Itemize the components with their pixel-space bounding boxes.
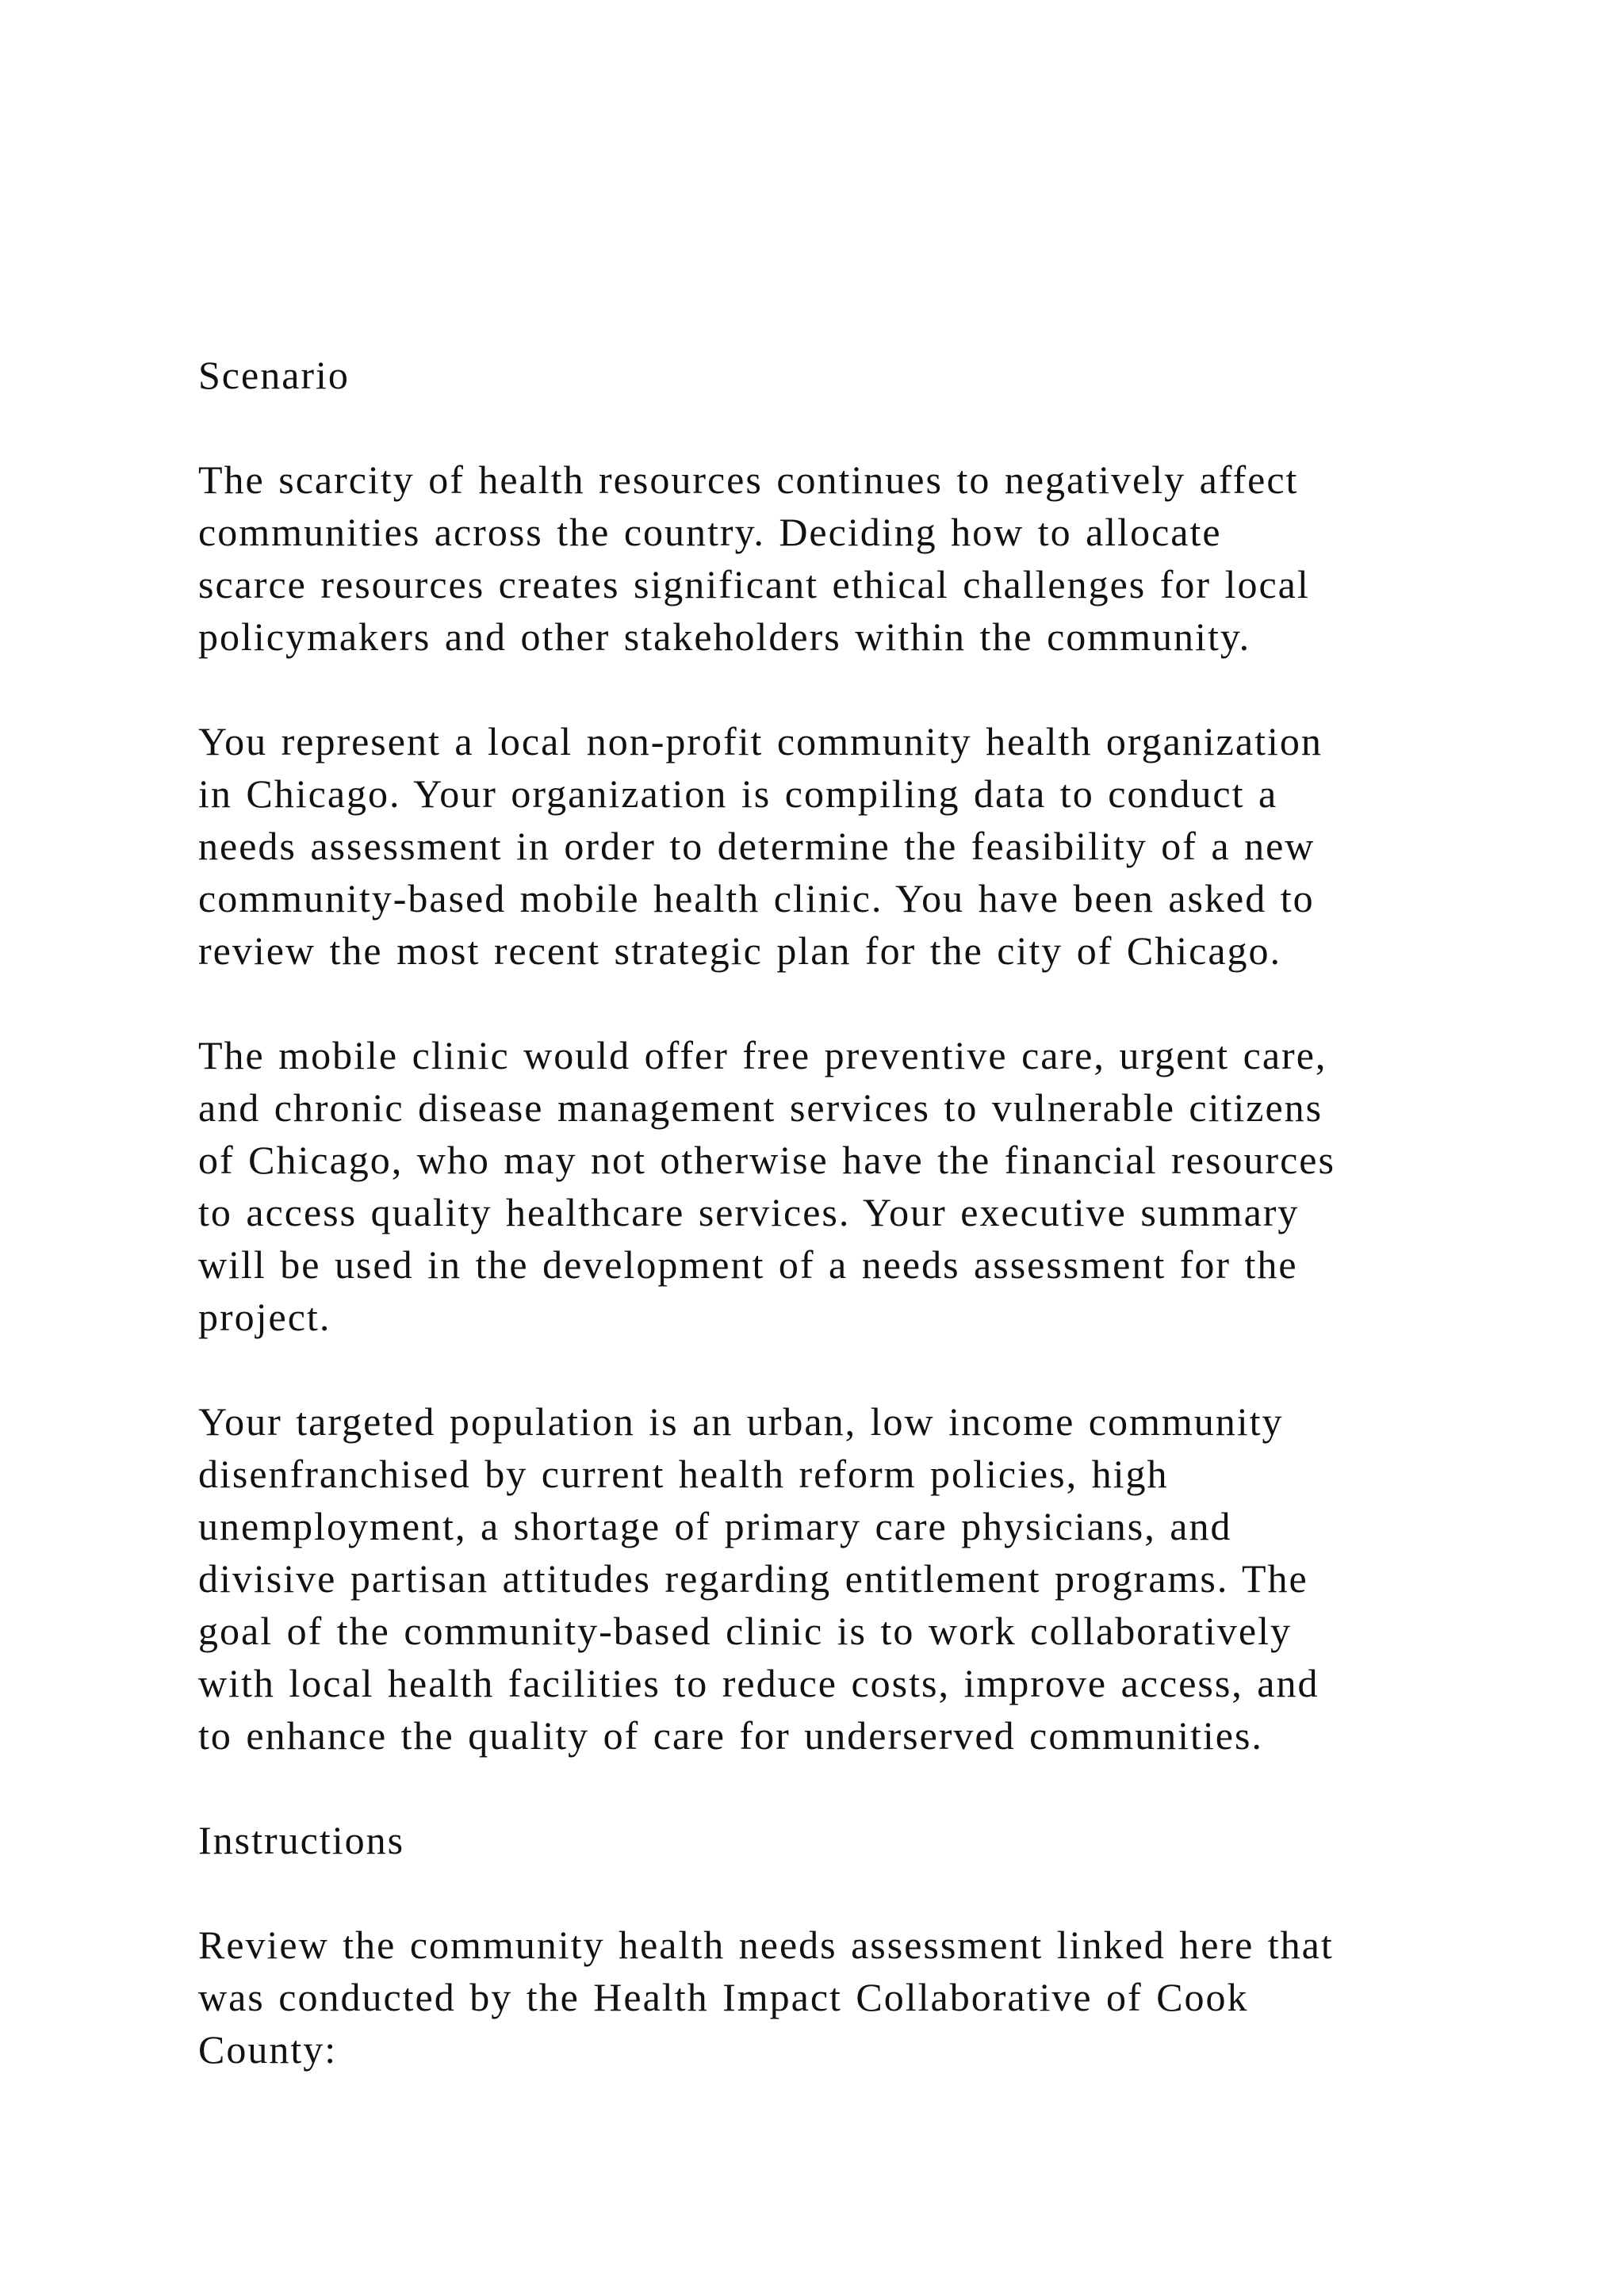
heading-text: Scenario [198,353,350,397]
text-line: The mobile clinic would offer free preventive care, urgent care, [198,1033,1327,1077]
text-line: to enhance the quality of care for underserved communities. [198,1713,1263,1758]
text-line: will be used in the development of a needs assessment for the [198,1242,1298,1287]
paragraph-target-population [198,1395,1546,1762]
text-line: was conducted by the Health Impact Collaborative of Cook [198,1975,1249,2019]
text-line: goal of the community-based clinic is to work collaboratively [198,1609,1293,1653]
text-line: of Chicago, who may not otherwise have the financial resources [198,1138,1335,1182]
text-line: You represent a local non-profit community health organization [198,719,1323,763]
text-line: Review the community health needs assessment linked here that [198,1923,1334,1967]
paragraph-review [198,1919,1546,2076]
text-line: needs assessment in order to determine the feasibility of a new [198,824,1316,868]
heading-instructions [198,1814,1546,1866]
text-line: in Chicago. Your organization is compiling data to conduct a [198,771,1278,816]
heading-scenario [198,349,1546,401]
text-line: community-based mobile health clinic. You have been asked to [198,876,1315,920]
text-line: unemployment, a shortage of primary care physicians, and [198,1504,1232,1548]
text-line: review the most recent strategic plan for the city of Chicago. [198,928,1282,973]
text-line: with local health facilities to reduce costs, improve access, and [198,1661,1320,1705]
paragraph-mobile-clinic [198,1029,1546,1343]
text-line: communities across the country. Deciding how to allocate [198,510,1222,554]
text-line: project. [198,1295,331,1339]
paragraph-organization [198,715,1546,977]
text-line: disenfranchised by current health reform policies, high [198,1452,1169,1496]
paragraph-scarcity [198,453,1546,663]
text-line: scarce resources creates significant ethical challenges for local [198,562,1310,607]
text-line: divisive partisan attitudes regarding entitlement programs. The [198,1556,1308,1601]
text-line: County: [198,2027,338,2072]
document-body [198,349,1546,2128]
text-line: Your targeted population is an urban, low income community [198,1399,1284,1444]
heading-text: Instructions [198,1818,405,1862]
text-line: policymakers and other stakeholders within the community. [198,614,1251,659]
text-line: and chronic disease management services to vulnerable citizens [198,1085,1323,1130]
text-line: The scarcity of health resources continues to negatively affect [198,457,1299,502]
text-line: to access quality healthcare services. Your executive summary [198,1190,1300,1234]
